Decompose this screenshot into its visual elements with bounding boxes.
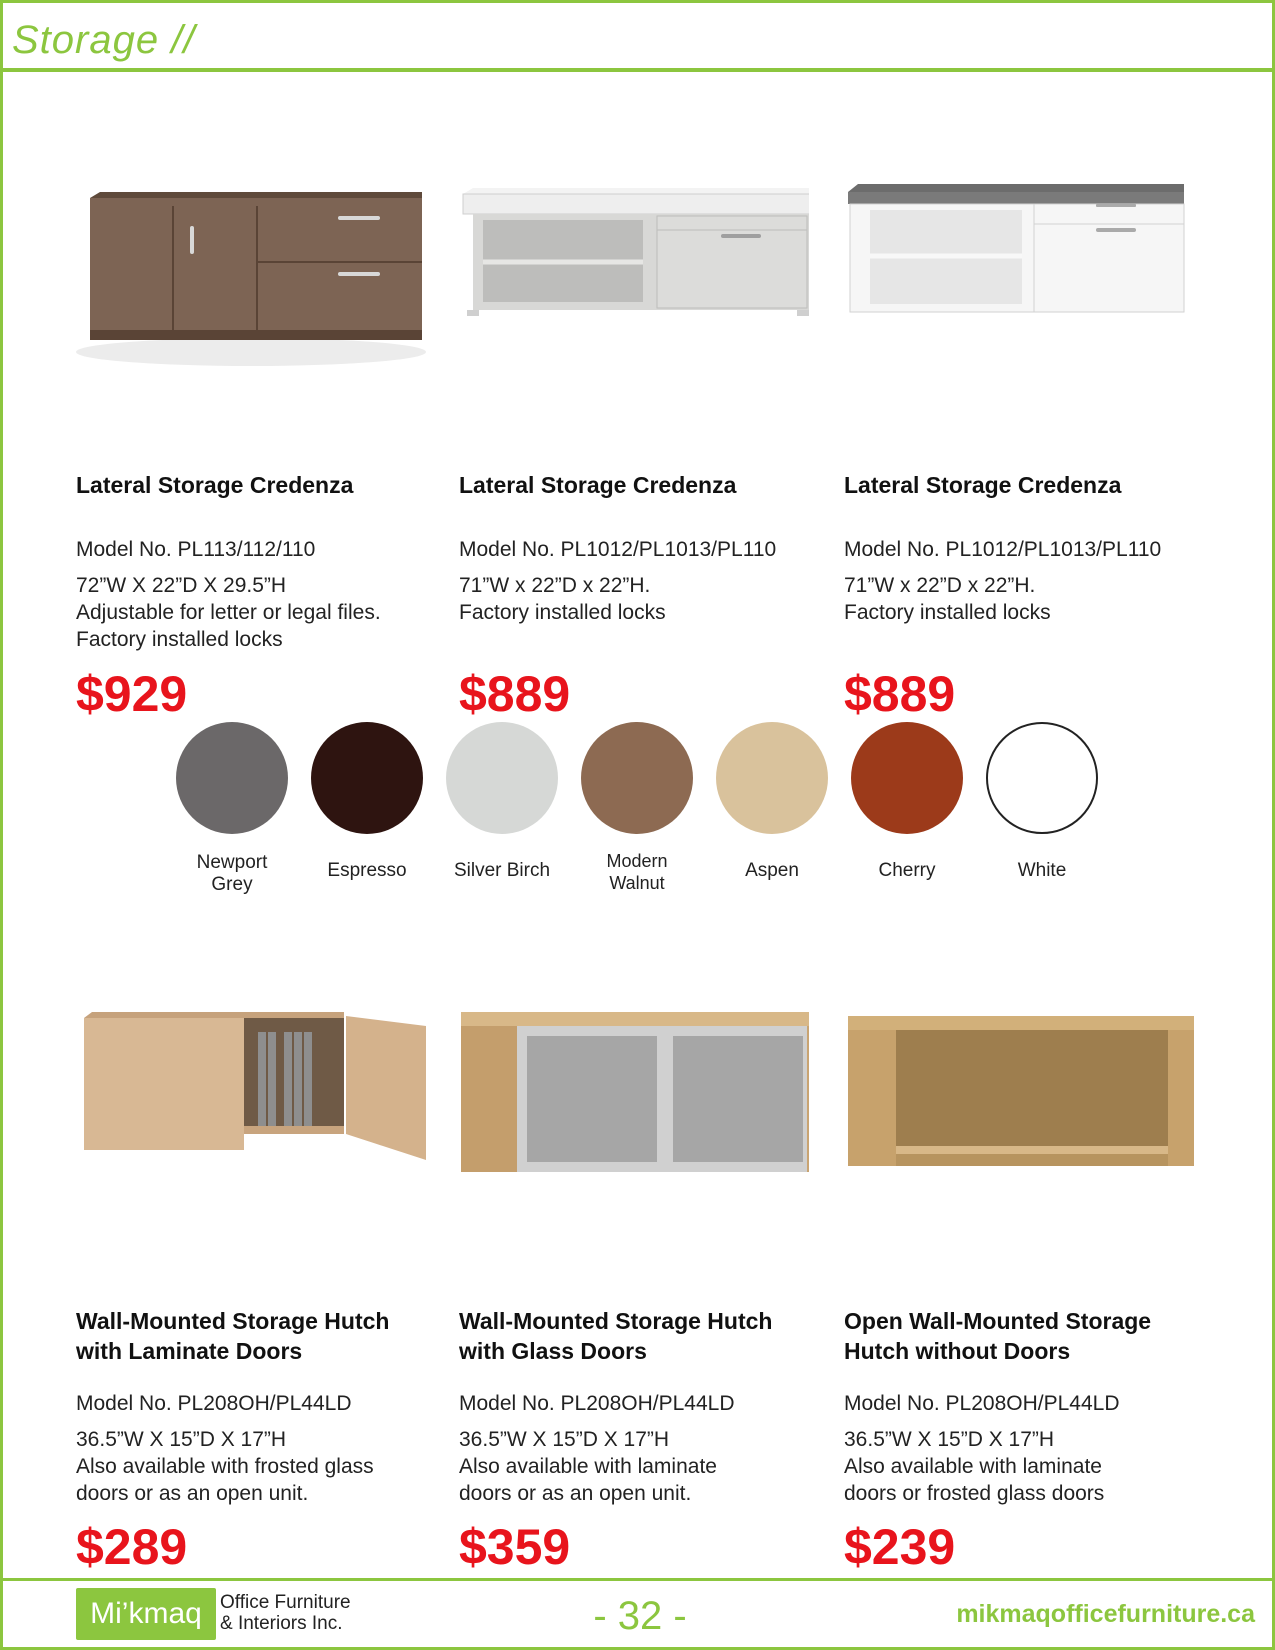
- finish-label: Cherry: [878, 860, 936, 881]
- product-name: Open Wall-Mounted Storage Hutch without Doors: [844, 1308, 1152, 1364]
- finish-label: Modern Walnut: [606, 851, 668, 893]
- finish-swatch-modern-walnut: [581, 722, 693, 834]
- finish-label: Newport Grey: [196, 852, 268, 895]
- header-bar: [0, 0, 1275, 72]
- product-description: 36.5”W X 15”D X 17”H Also available with laminate doors or frosted glass doors: [844, 1428, 1105, 1505]
- product-model: Model No. PL1012/PL1013/PL110: [844, 538, 1162, 561]
- product-price: $289: [76, 1519, 188, 1575]
- hutch-laminate-image: [76, 1010, 426, 1160]
- page-title: Storage //: [12, 18, 196, 62]
- product-model: Model No. PL113/112/110: [76, 538, 316, 561]
- finish-swatch-aspen: [716, 722, 828, 834]
- finish-swatch-white: [986, 722, 1098, 834]
- product-model: Model No. PL1012/PL1013/PL110: [459, 538, 777, 561]
- finish-swatch-cherry: [851, 722, 963, 834]
- product-price: $889: [844, 666, 956, 722]
- product-price: $239: [844, 1519, 956, 1575]
- product-name: Wall-Mounted Storage Hutch with Glass Doors: [459, 1308, 773, 1364]
- product-description: 71”W x 22”D x 22”H. Factory installed locks: [459, 574, 666, 624]
- finish-label: White: [1017, 860, 1067, 881]
- finish-label: Silver Birch: [453, 860, 551, 881]
- hutch-glass-image: [459, 1010, 809, 1175]
- finish-label: Espresso: [327, 860, 407, 881]
- product-name: Lateral Storage Credenza: [844, 472, 1122, 498]
- product-name: Wall-Mounted Storage Hutch with Laminate Doors: [76, 1308, 390, 1364]
- product-description: 71”W x 22”D x 22”H. Factory installed locks: [844, 574, 1051, 624]
- finish-swatch-espresso: [311, 722, 423, 834]
- finish-swatch-newport-grey: [176, 722, 288, 834]
- product-model: Model No. PL208OH/PL44LD: [844, 1392, 1120, 1415]
- credenza-white-image: [844, 180, 1194, 370]
- finish-label: Aspen: [745, 860, 799, 881]
- product-name: Lateral Storage Credenza: [459, 472, 737, 498]
- product-price: $929: [76, 666, 188, 722]
- product-model: Model No. PL208OH/PL44LD: [459, 1392, 735, 1415]
- credenza-silver-birch-image: [459, 180, 809, 370]
- company-logo: Mi’kmaq: [76, 1588, 216, 1640]
- product-description: 36.5”W X 15”D X 17”H Also available with laminate doors or as an open unit.: [459, 1428, 717, 1505]
- credenza-walnut-image: [76, 180, 426, 370]
- product-price: $889: [459, 666, 571, 722]
- page-number: - 32 -: [593, 1594, 687, 1638]
- finish-swatch-silver-birch: [446, 722, 558, 834]
- product-description: 72”W X 22”D X 29.5”H Adjustable for letter or legal files. Factory installed locks: [76, 574, 381, 651]
- footer-divider: [0, 1578, 1275, 1581]
- product-description: 36.5”W X 15”D X 17”H Also available with frosted glass doors or as an open unit.: [76, 1428, 374, 1505]
- product-price: $359: [459, 1519, 571, 1575]
- website-link[interactable]: mikmaqofficefurniture.ca: [956, 1600, 1255, 1628]
- company-name: Office Furniture & Interiors Inc.: [220, 1592, 351, 1634]
- product-name: Lateral Storage Credenza: [76, 472, 354, 498]
- hutch-open-image: [844, 1010, 1194, 1175]
- product-model: Model No. PL208OH/PL44LD: [76, 1392, 352, 1415]
